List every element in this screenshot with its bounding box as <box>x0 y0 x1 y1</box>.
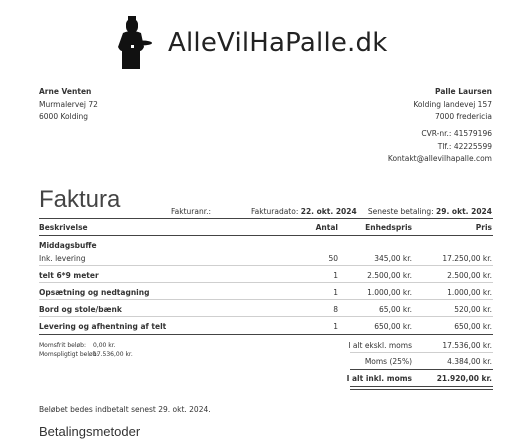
subtotal-value: 17.536,00 kr. <box>442 341 492 350</box>
table-row-title: telt 6*9 meter <box>39 271 99 280</box>
vat-free-label: Momsfrit beløb: <box>39 342 86 349</box>
chef-waiter-silhouette-icon <box>111 15 153 71</box>
customer-city: 6000 Kolding <box>39 112 89 121</box>
seller-phone: Tlf.: 42225599 <box>437 141 492 151</box>
due-date <box>368 207 492 216</box>
customer-name: Arne Venten <box>39 87 92 96</box>
seller-city: 7000 fredericia <box>435 112 492 121</box>
payment-methods-heading: Betalingsmetoder <box>39 424 141 439</box>
row-divider <box>39 299 493 300</box>
grand-total-value: 21.920,00 kr. <box>436 374 492 383</box>
table-row-title: Bord og stole/bænk <box>39 305 122 314</box>
page-title: Faktura <box>39 186 121 213</box>
vat-free-value: 0,00 kr. <box>93 342 116 349</box>
invoice-date-value: 22. okt. 2024 <box>300 207 357 216</box>
table-row-unit-price: 65,00 kr. <box>379 305 412 314</box>
table-row-title: Opsætning og nedtagning <box>39 288 150 297</box>
grand-total-double-underline <box>350 386 493 390</box>
header-divider <box>39 235 493 236</box>
seller-email: Kontakt@allevilhapalle.com <box>387 154 492 163</box>
grand-total-label: I alt inkl. moms <box>346 374 412 383</box>
seller-street: Kolding landevej 157 <box>413 99 492 109</box>
table-row-qty: 50 <box>328 254 338 263</box>
table-row-qty: 1 <box>333 322 338 331</box>
table-row-qty: 8 <box>333 305 338 314</box>
seller-name: Palle Laursen <box>435 87 492 96</box>
seller-cvr: CVR-nr.: 41579196 <box>421 129 492 138</box>
vat-label: Moms (25%) <box>364 357 412 366</box>
table-row-qty: 1 <box>333 288 338 297</box>
table-row-total: 1.000,00 kr. <box>447 288 492 297</box>
table-row-total: 650,00 kr. <box>454 322 492 331</box>
table-row-unit-price: 1.000,00 kr. <box>367 288 412 297</box>
seller-contact <box>388 128 492 166</box>
invoice-date <box>251 207 357 216</box>
table-row-title: Levering og afhentning af telt <box>39 322 167 331</box>
header-unit-price: Enhedspris <box>365 223 412 232</box>
invoice-number-label: Fakturanr.: <box>171 207 211 216</box>
vat-liable-label: Momspligtigt beløb: <box>39 351 99 358</box>
subtotal-label: I alt ekskl. moms <box>348 341 412 350</box>
customer-address <box>39 86 98 124</box>
due-date-label: Seneste betaling: <box>367 207 434 216</box>
customer-street: Murmalervej 72 <box>39 99 98 109</box>
table-row-total: 520,00 kr. <box>454 305 492 314</box>
title-divider <box>39 218 493 219</box>
invoice-date-label: Fakturadato: <box>251 207 299 216</box>
table-row-total: 17.250,00 kr. <box>442 254 492 263</box>
row-divider <box>39 316 493 317</box>
vat-liable-value: 17.536,00 kr. <box>93 351 133 358</box>
table-row-total: 2.500,00 kr. <box>447 271 492 280</box>
seller-address <box>413 86 492 124</box>
table-row-qty: 1 <box>333 271 338 280</box>
table-end-divider <box>39 334 493 335</box>
table-row-title: Middagsbuffe <box>39 241 97 250</box>
header-qty: Antal <box>315 223 338 232</box>
row-divider <box>39 282 493 283</box>
header-description: Beskrivelse <box>39 223 88 232</box>
row-divider <box>39 265 493 266</box>
totals-divider-strong <box>350 369 493 370</box>
brand-name: AlleVilHaPalle.dk <box>168 28 388 58</box>
table-row-unit-price: 650,00 kr. <box>374 322 412 331</box>
vat-value: 4.384,00 kr. <box>447 357 492 366</box>
table-row-unit-price: 345,00 kr. <box>374 254 412 263</box>
table-row-subtitle: Ink. levering <box>39 254 86 263</box>
totals-divider <box>350 352 493 353</box>
due-date-value: 29. okt. 2024 <box>436 207 492 216</box>
table-row-unit-price: 2.500,00 kr. <box>367 271 412 280</box>
header-total: Pris <box>475 223 492 232</box>
payment-note: Beløbet bedes indbetalt senest 29. okt. 2024. <box>39 405 211 414</box>
